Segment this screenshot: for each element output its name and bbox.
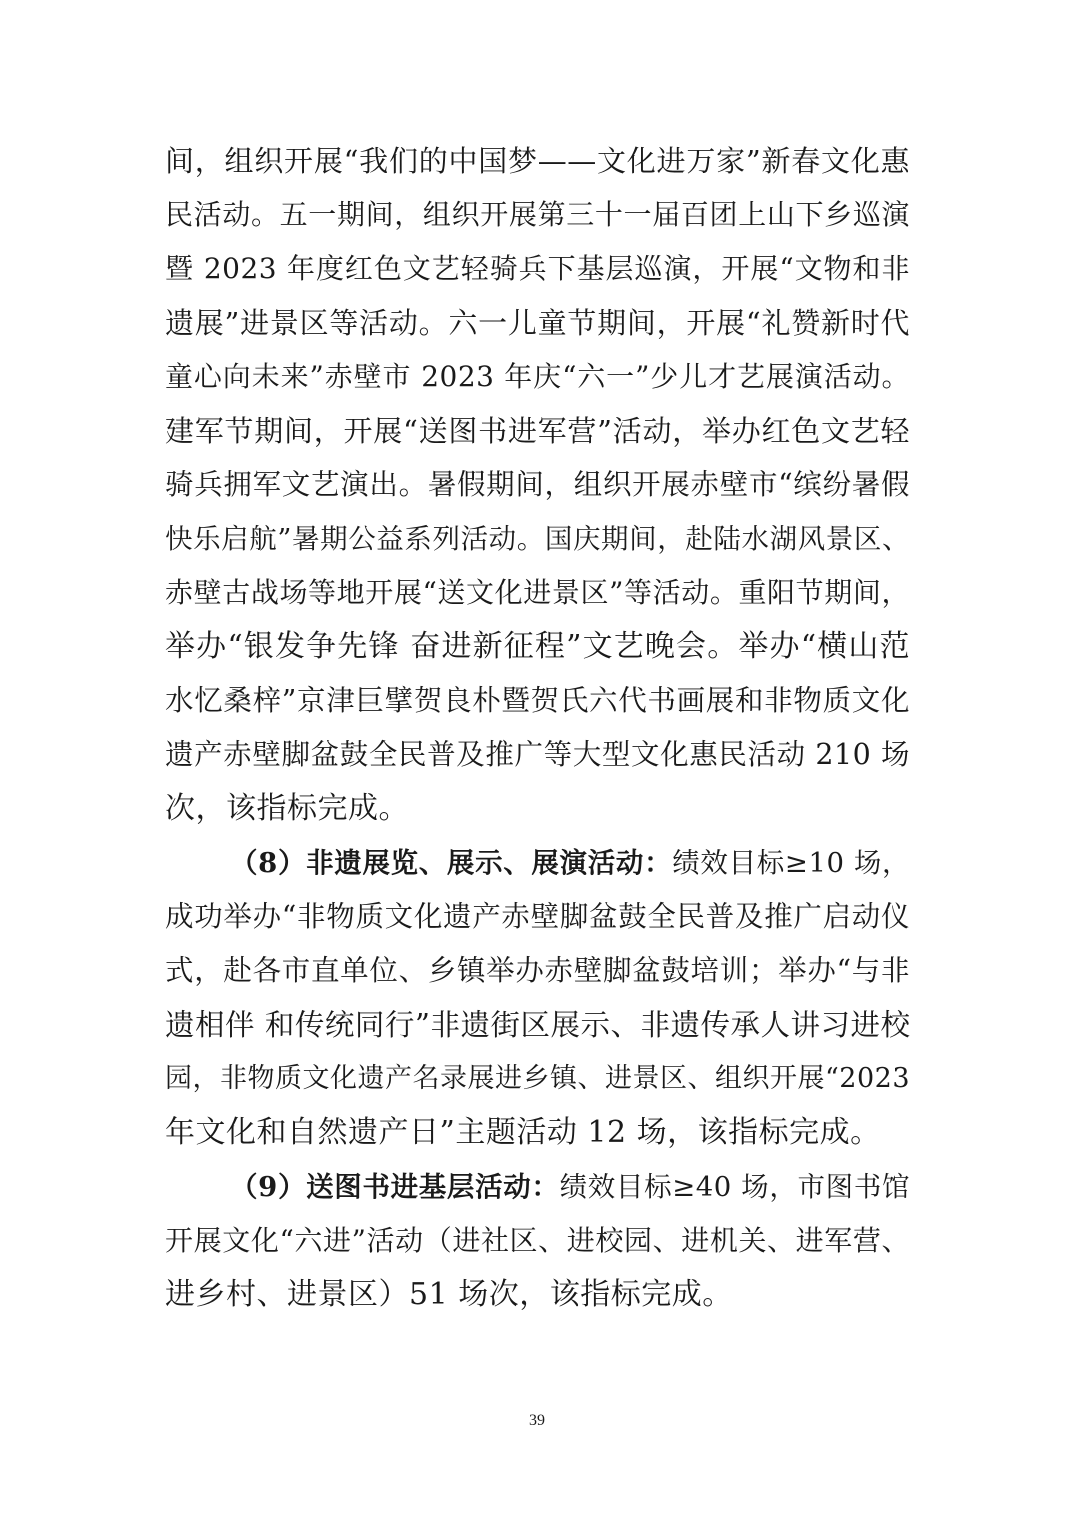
item9-target: 绩效目标≥40 场，市图书馆: [559, 1171, 910, 1203]
paragraph-line: 赤壁古战场等地开展“送文化进景区”等活动。重阳节期间，: [165, 576, 910, 609]
paragraph-line: 进乡村、进景区）51 场次，该指标完成。: [165, 1277, 733, 1312]
paragraph-line: 开展文化“六进”活动（进社区、进校园、进机关、进军营、: [165, 1224, 910, 1257]
paragraph-line: 水忆桑梓”京津巨擘贺良朴暨贺氏六代书画展和非物质文化: [165, 684, 910, 717]
paragraph-line: 成功举办“非物质文化遗产赤壁脚盆鼓全民普及推广启动仪: [165, 900, 910, 933]
paragraph-line: 式，赴各市直单位、乡镇举办赤壁脚盆鼓培训；举办“与非: [165, 954, 910, 987]
paragraph-line: 年文化和自然遗产日”主题活动 12 场，该指标完成。: [165, 1115, 881, 1150]
paragraph-line: 园，非物质文化遗产名录展进乡镇、进景区、组织开展“2023: [165, 1063, 911, 1094]
paragraph-line: 建军节期间，开展“送图书进军营”活动，举办红色文艺轻: [165, 414, 910, 448]
paragraph-line: 举办“银发争先锋 奋进新征程”文艺晚会。举办“横山范: [165, 629, 910, 664]
item9-heading: （9）送图书进基层活动：: [230, 1171, 560, 1203]
page-number: 39: [529, 1412, 545, 1429]
item9-first-line: [230, 1160, 910, 1214]
paragraph-line: 骑兵拥军文艺演出。暑假期间，组织开展赤壁市“缤纷暑假: [165, 468, 910, 501]
paragraph-line: 次，该指标完成。: [165, 791, 409, 826]
paragraph-line: 童心向未来”赤壁市 2023 年庆“六一”少儿才艺展演活动。: [165, 360, 910, 393]
paragraph-line: 快乐启航”暑期公益系列活动。国庆期间，赴陆水湖风景区、: [165, 523, 910, 555]
item8-target: 绩效目标≥10 场，: [672, 847, 911, 879]
paragraph-line: 遗产赤壁脚盆鼓全民普及推广等大型文化惠民活动 210 场: [165, 738, 910, 771]
paragraph-line: 遗展”进景区等活动。六一儿童节期间，开展“礼赞新时代: [165, 306, 910, 340]
paragraph-line: 暨 2023 年度红色文艺轻骑兵下基层巡演，开展“文物和非: [165, 252, 910, 285]
item8-first-line: [230, 836, 910, 890]
item8-heading: （8）非遗展览、展示、展演活动：: [230, 847, 673, 879]
paragraph-line: 遗相伴 和传统同行”非遗街区展示、非遗传承人讲习进校: [165, 1008, 911, 1042]
paragraph-line: 间，组织开展“我们的中国梦——文化进万家”新春文化惠: [165, 144, 910, 178]
paragraph-line: 民活动。五一期间，组织开展第三十一届百团上山下乡巡演: [165, 198, 910, 231]
